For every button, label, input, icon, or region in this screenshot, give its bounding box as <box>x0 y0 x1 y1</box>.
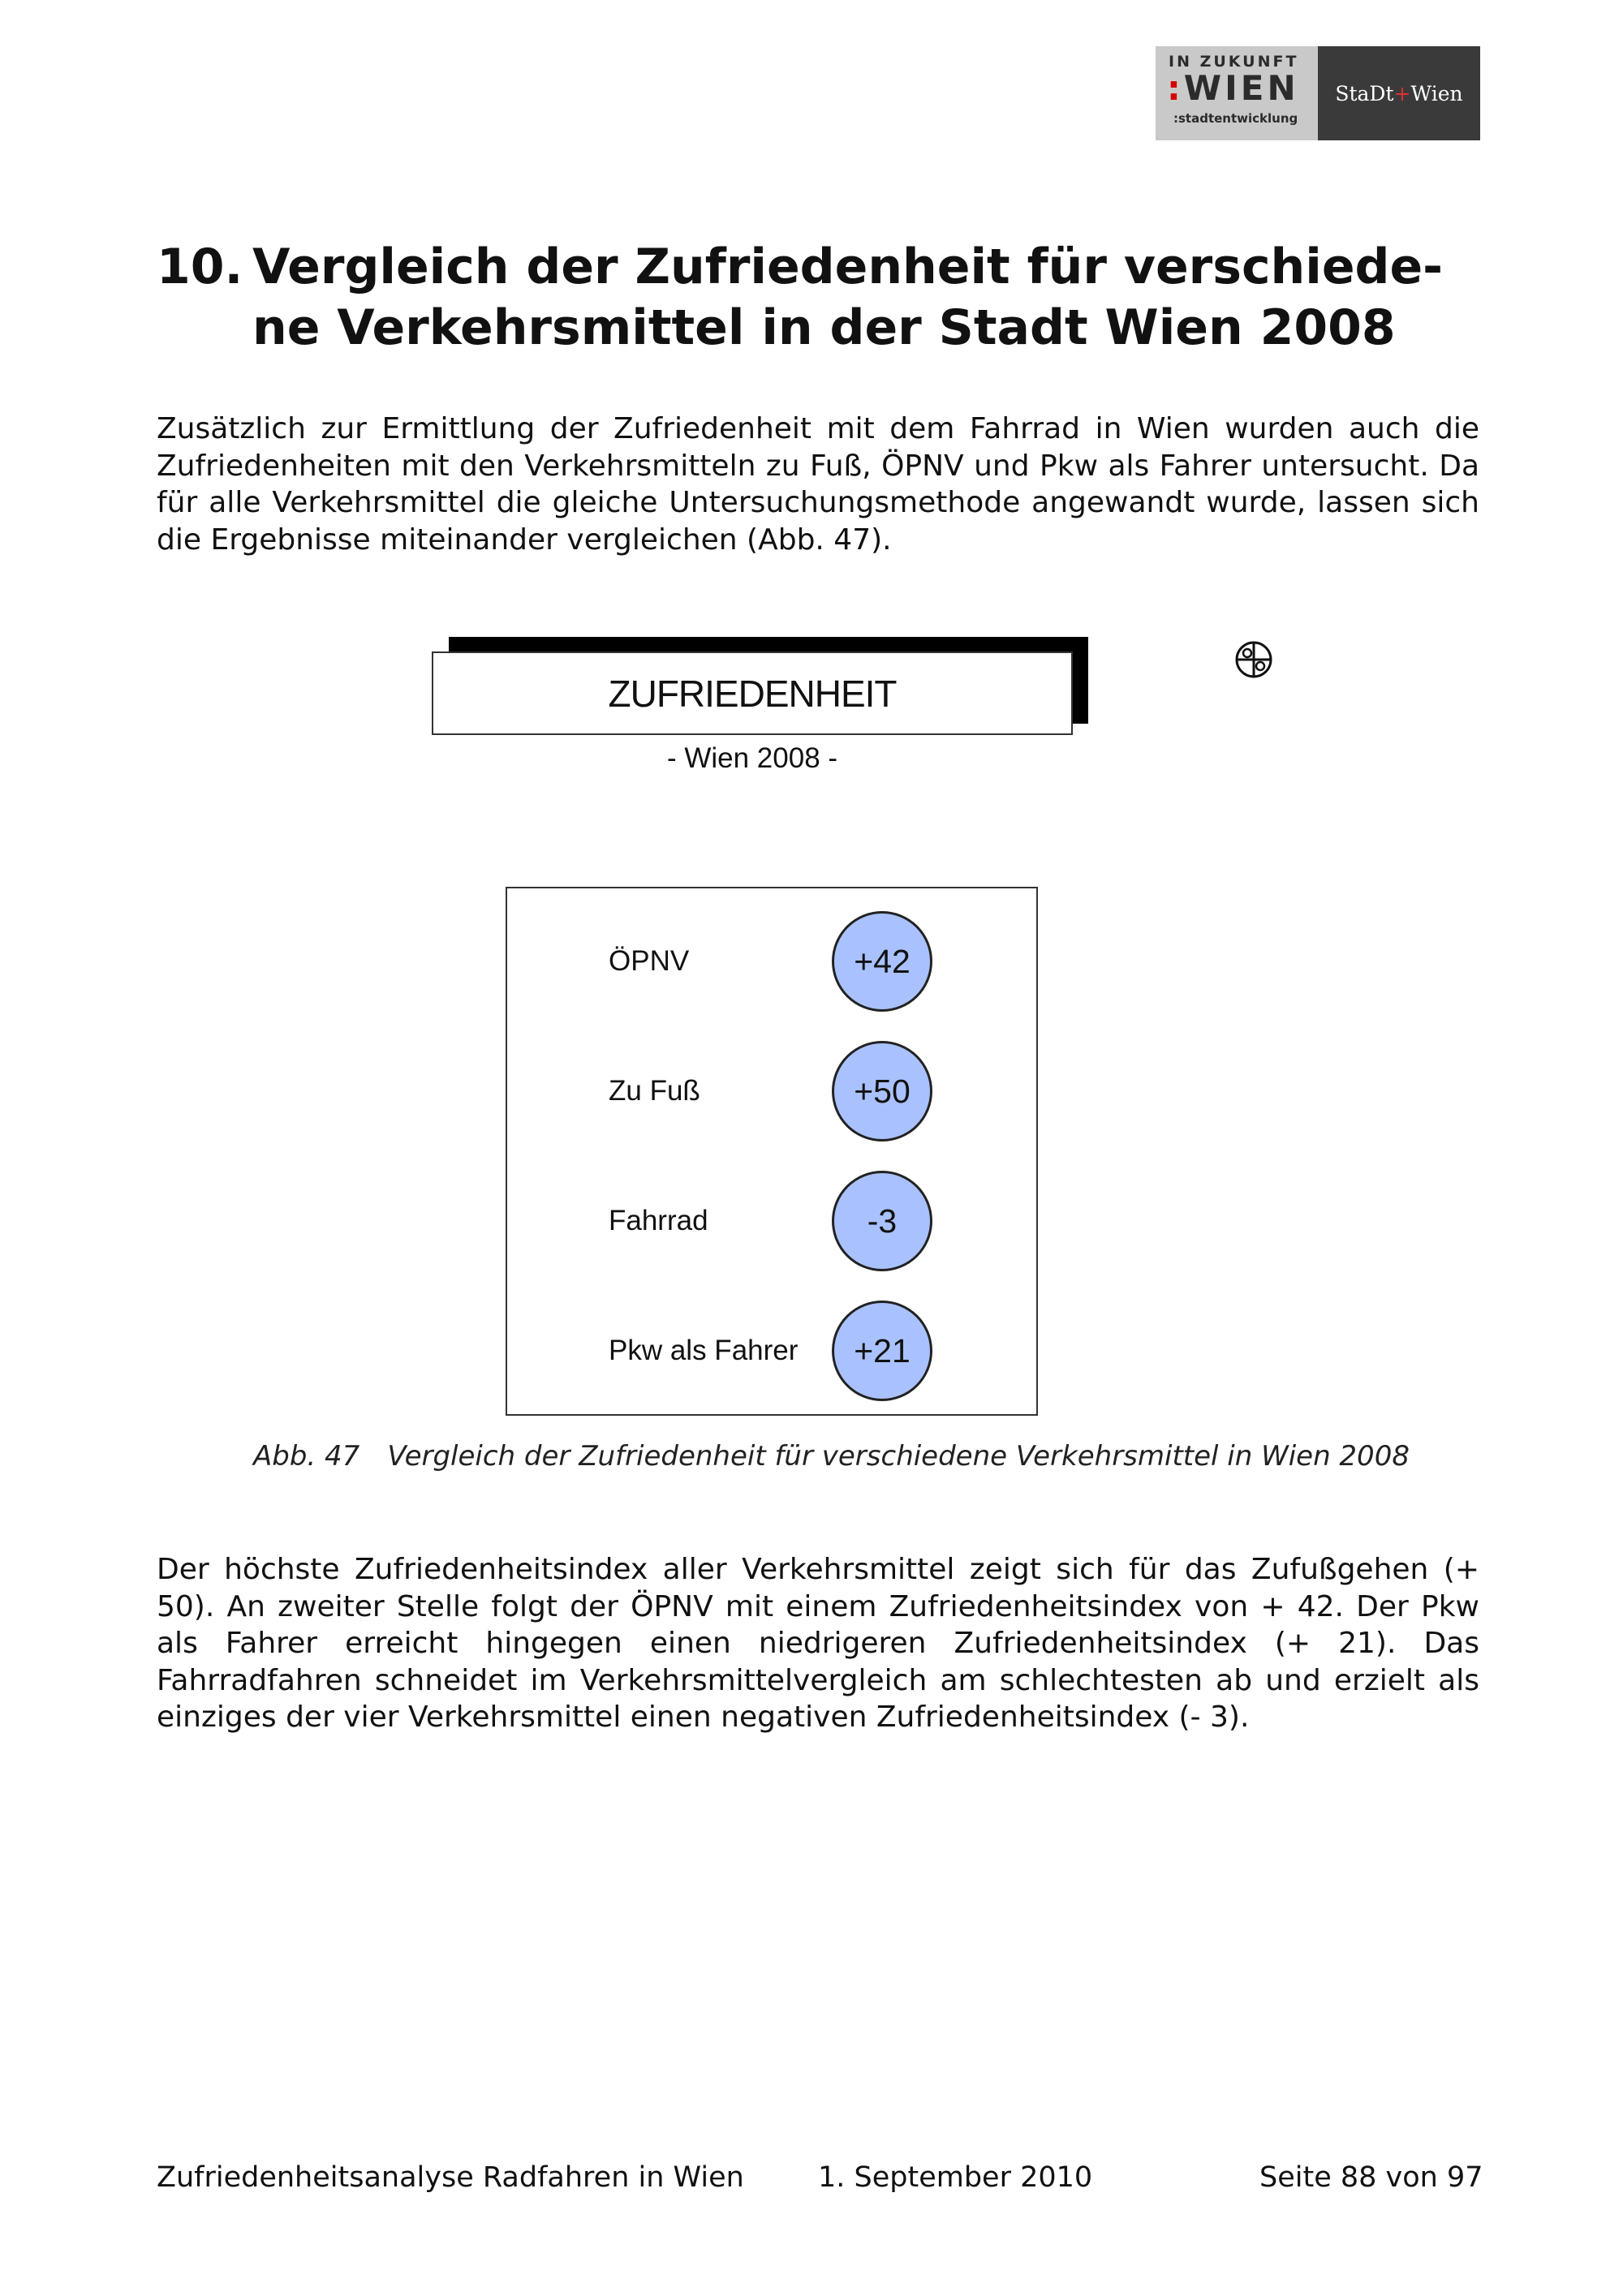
section-title-line-1: Vergleich der Zufriedenheit für verschiede- <box>252 239 1444 295</box>
section-title-line-2: ne Verkehrsmittel in der Stadt Wien 2008 <box>252 299 1396 356</box>
figure-caption <box>253 1440 1410 1473</box>
logo-in-zukunft-wien <box>1156 46 1480 140</box>
logo-stadtentwicklung <box>1156 46 1318 140</box>
logo-top-text: IN ZUKUNFT <box>1169 53 1299 71</box>
chart-row-label: Pkw als Fahrer <box>609 1335 799 1366</box>
chart-row-label: Fahrrad <box>609 1205 708 1236</box>
logo-wien-text: :WIEN <box>1167 68 1299 108</box>
result-paragraph: Der höchste Zufriedenheitsindex aller Verkehrsmittel zeigt sich für das Zufußgehen (+ 50). An zweiter Stelle folgt der ÖPNV mit einem Zufriedenheitsindex von + 42. Der Pkw als Fahrer erreicht hingegen einen niedrigeren Zufriedenheitsindex (+ 21). Das Fahrradfahren schneidet im Verkehrsmittelvergleich am schlechtesten ab und erzielt als einziges der vier Verkehrsmittel einen negativen Zufriedenheitsindex (- 3). <box>157 1553 1479 1734</box>
socialdata-logo-icon <box>1233 639 1274 680</box>
chart-value-circle: +21 <box>832 1301 932 1401</box>
section-title <box>252 237 1486 359</box>
chart-row-label: Zu Fuß <box>609 1075 700 1107</box>
footer-page-number: Seite 88 von 97 <box>1259 2161 1483 2194</box>
footer-date: 1. September 2010 <box>818 2161 1093 2194</box>
figure-title: ZUFRIEDENHEIT <box>432 651 1073 735</box>
chart-value-circle: +42 <box>832 911 932 1012</box>
footer-document-title: Zufriedenheitsanalyse Radfahren in Wien <box>157 2161 744 2194</box>
figure-caption-text: Vergleich der Zufriedenheit für verschiedene Verkehrsmittel in Wien 2008 <box>387 1440 1410 1473</box>
logo-bottom-text: :stadtentwicklung <box>1173 111 1298 126</box>
figure-subtitle: - Wien 2008 - <box>666 742 838 774</box>
logo-stadt-wien: StaDt + Wien <box>1318 46 1480 140</box>
chart-value-circle: -3 <box>832 1171 932 1271</box>
figure-caption-label: Abb. 47 <box>253 1440 360 1473</box>
chart-value-circle: +50 <box>832 1041 932 1142</box>
section-number: 10. <box>157 239 243 295</box>
satisfaction-chart <box>506 887 1038 1416</box>
intro-paragraph: Zusätzlich zur Ermittlung der Zufriedenheit mit dem Fahrrad in Wien wurden auch die Zufriedenheiten mit den Verkehrsmitteln zu Fuß, ÖPNV und Pkw als Fahrer untersucht. Da für alle Verkehrsmittel die gleiche Untersuchungsmethode angewandt wurde, lassen sich die Ergebnisse miteinander vergleichen (Abb. 47). <box>157 412 1479 557</box>
chart-row-label: ÖPNV <box>609 945 690 977</box>
